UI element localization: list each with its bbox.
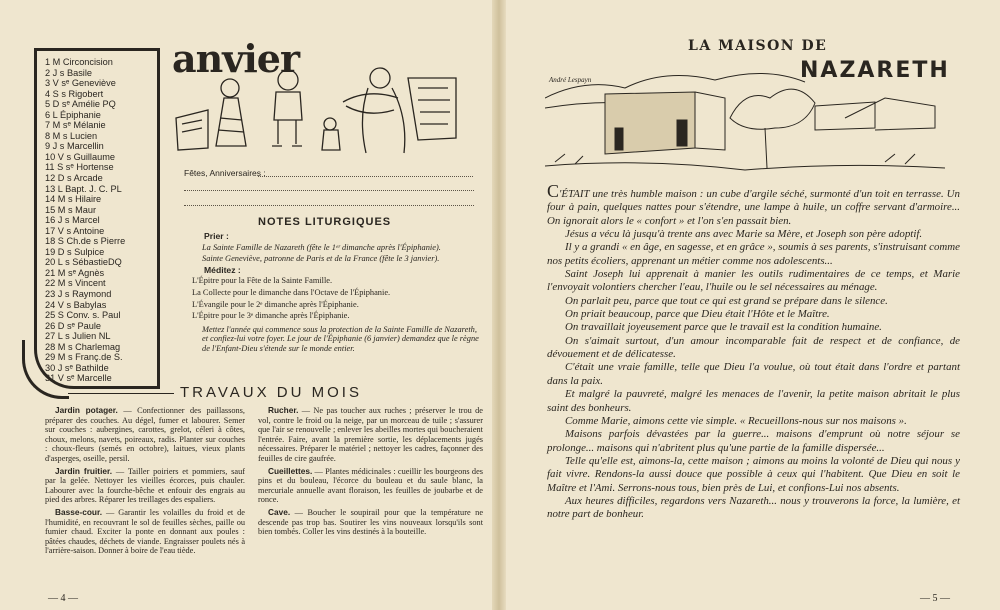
- calendar-day: 10 V s Guillaume: [45, 151, 115, 162]
- travaux-rule: [68, 393, 174, 394]
- calendar-day: 23 J s Raymond: [45, 289, 112, 300]
- calendar-day: 17 V s Antoine: [45, 225, 105, 236]
- mediter-line: La Collecte pour le dimanche dans l'Octave de l'Épiphanie.: [192, 287, 391, 297]
- calendar-day: 22 M s Vincent: [45, 278, 106, 289]
- travaux-item-head: Rucher.: [268, 405, 299, 415]
- article-paragraph: Saint Joseph lui apprenait à manier les outils rudimentaires de ce temps, et Marie l'envoyait volontiers chercher l'eau, l'huile ou le sel nécessaires au ménage.: [547, 268, 960, 294]
- travaux-item-head: Cave.: [268, 506, 291, 517]
- article-paragraph: Il y a grandi « en âge, en sagesse, et en grâce », soumis à ses parents, s'instruisant comme nos petits écoliers, apprenant un métier comme nos adolescents...: [547, 241, 960, 267]
- calendar-day: 13 L Bapt. J. C. PL: [45, 183, 122, 194]
- article-paragraph: Maisons parfois dévastées par la guerre... maisons d'emprunt où notre séjour se prolonge... maisons qui n'abritent plus qu'une partie de la famille dispersée...: [547, 428, 960, 454]
- calendar-list: [45, 57, 157, 384]
- calendar-day: 29 M s Franç.de S.: [45, 352, 123, 363]
- calendar-day: 27 L s Julien NL: [45, 331, 111, 342]
- calendar-day: 14 M s Hilaire: [45, 194, 102, 205]
- calendar-day: 20 L s SébastieDQ: [45, 257, 122, 268]
- travaux-column-1: [45, 406, 245, 559]
- mediter-line: L'Épitre pour le 3ᵉ dimanche après l'Épiphanie.: [192, 311, 350, 321]
- travaux-item: [258, 467, 483, 505]
- article-paragraph: On priait beaucoup, parce que Dieu était l'Hôte et le Maître.: [565, 308, 830, 321]
- calendar-day: 16 J s Marcel: [45, 215, 100, 226]
- calendar-day: 5 D sᵉ Amélie PQ: [45, 99, 116, 110]
- travaux-item-head: Jardin fruitier.: [55, 465, 113, 476]
- prier-line: La Sainte Famille de Nazareth (fête le 1ᵉʳ dimanche après l'Épiphanie).: [202, 242, 441, 252]
- travaux-item: [258, 508, 483, 537]
- calendar-day: 11 S sᵉ Hortense: [45, 162, 114, 173]
- travaux-item: [258, 406, 483, 464]
- prier-label: Prier :: [204, 231, 229, 241]
- travaux-item-text: — Ne pas toucher aux ruches ; préserver le trou de vol, contre le froid ou la neige, par un morceau de tuile ; s'assurer que l'air se renouvelle ; enlever les abeilles mortes qui boucheraient l'entrée. Faire, avant la première sortie, les déplacements jugés nécessaires. Préparer le matériel ; nettoyer les cadres, façonner des feuilles de cire gaufrée.: [258, 406, 483, 463]
- calendar-day: 25 S Conv. s. Paul: [45, 310, 121, 321]
- travaux-item-head: Jardin potager.: [55, 405, 118, 415]
- calendar-day: 8 M s Lucien: [45, 130, 98, 141]
- fetes-line: [184, 205, 474, 206]
- article-paragraph: Comme Marie, aimons cette vie simple. « Recueillons-nous sur nos maisons ».: [565, 414, 907, 427]
- calendar-box: [34, 48, 160, 389]
- travaux-item-text: — Confectionner des paillassons, préparer des couches. Au dégel, fumer et labourer. Semer sur couches : aubergines, carottes, grelot, céleri à côtes, choux, melons, navets, poireaux, radis. Planter sur couches : choux-fleurs (semés en octobre), laitues, vieux plants d'asperges, oseille, persil.: [45, 406, 245, 463]
- article-paragraph: Telle qu'elle est, aimons-la, cette maison ; aimons au moins la volonté de Dieu qui nous y fait vivre. Rendons-la aussi douce que possible à ceux qui l'habitent. Que Dieu en soit le Maître et l'Ami. Serrons-nous tous, bien près de Lui, et confions-Lui nos absents.: [547, 454, 960, 494]
- travaux-item-text: — Tailler poiriers et pommiers, sauf par la gelée. Nettoyer les vieilles écorces, puis chauler. Labourer avec la fourche-bêche et enfouir des engrais au pied des arbres. Réparer les treillages des espaliers.: [45, 466, 245, 505]
- article-paragraph: C'était une vraie famille, telle que Dieu l'a voulue, où tout était dans l'ordre et partant dans la paix.: [547, 361, 960, 387]
- travaux-item-text: — Garantir les volailles du froid et de l'humidité, en recouvrant le sol de feuilles sèches, paille ou fumier chaud. Exciter la ponte en donnant aux poules : pâtées chaudes, déchets de viande. Engraisser poulets nés à l'arrière-saison. Donner à boire de l'eau tiède.: [45, 507, 245, 556]
- article-paragraph: Aux heures difficiles, regardons vers Nazareth... nous y trouverons la force, la lumière, et notre part de bonheur.: [547, 494, 960, 521]
- calendar-day: 24 V s Babylas: [45, 299, 107, 310]
- article-paragraph: [547, 181, 960, 228]
- mediter-line: L'Épitre pour la Fête de la Sainte Famille.: [192, 276, 333, 286]
- calendar-day: 1 M Circoncision: [45, 57, 113, 67]
- article-paragraph: On s'aimait surtout, d'un amour incomparable fait de respect et de confiance, de dévouement et de délicatesse.: [547, 334, 960, 361]
- mediter-line: L'Évangile pour le 2ᵉ dimanche après l'Épiphanie.: [192, 299, 359, 309]
- title-line-1: LA MAISON DE: [688, 38, 828, 54]
- article-paragraph: On travaillait joyeusement parce que le travail est la condition humaine.: [565, 321, 882, 334]
- mettez-text: Mettez l'année qui commence sous la protection de la Sainte Famille de Nazareth, et confiez-lui votre foyer. Le jour de l'Épiphanie (6 janvier) demandez que le règne de l'Enfant-Dieu s'étende sur le monde entier.: [202, 324, 479, 353]
- calendar-day: 31 V sᵉ Marcelle: [45, 373, 112, 384]
- travaux-item-text: — Boucher le soupirail pour que la température ne descende pas trop bas. Soutirer les vins nouveaux lorsqu'ils sont bien tombés. Coller les vins destinés à la bouteille.: [258, 507, 483, 537]
- calendar-day: 28 M s Charlemag: [45, 341, 121, 352]
- calendar-day: 18 S Ch.de s Pierre: [45, 236, 126, 247]
- travaux-title: TRAVAUX DU MOIS: [180, 384, 362, 401]
- page-number-left: — 4 —: [48, 593, 78, 604]
- calendar-day: 15 M s Maur: [45, 204, 97, 215]
- article-paragraph: Et malgré la pauvreté, malgré les menaces de l'avenir, la petite maison abritait le plus saint des bonheurs.: [547, 388, 960, 414]
- prier-line: Sainte Geneviève, patronne de Paris et de la France (fête le 3 janvier).: [202, 254, 440, 264]
- article-body: [547, 181, 960, 522]
- travaux-item: [45, 508, 245, 556]
- calendar-day: 9 J s Marcellin: [45, 141, 104, 152]
- article-paragraph: On parlait peu, parce que tout ce qui est grand se prépare dans le silence.: [565, 294, 888, 307]
- travaux-item: [45, 406, 245, 464]
- calendar-day: 12 D s Arcade: [45, 173, 103, 184]
- calendar-day: 26 D sᵉ Paule: [45, 320, 102, 331]
- travaux-item-text: — Plantes médicinales : cueillir les bourgeons des pins et du bouleau, l'écorce du bouleau et du saule blanc, la mercuriale annuelle avant floraison, les feuilles de joubarbe et de ronce.: [258, 466, 483, 505]
- calendar-day: 6 L Épiphanie: [45, 109, 101, 120]
- article-paragraph: Jésus a vécu là jusqu'à trente ans avec Marie sa Mère, et Joseph son père adoptif.: [565, 228, 923, 241]
- month-title: anvier: [172, 36, 299, 81]
- calendar-day: 21 M sᵉ Agnès: [45, 267, 105, 278]
- calendar-day: 19 D s Sulpice: [45, 246, 105, 257]
- artist-signature: André Lespayn: [549, 76, 592, 84]
- fetes-line: [258, 176, 473, 177]
- mediter-label: Méditez :: [204, 264, 241, 275]
- calendar-day: 2 J s Basile: [45, 67, 92, 78]
- travaux-item-head: Basse-cour.: [55, 506, 103, 517]
- travaux-column-2: [258, 406, 483, 540]
- paragraph-text: 'ÉTAIT une très humble maison : un cube d'argile séché, surmonté d'un toit en terrasse. Un four à pain, quelques nattes pour s'étendre, une lampe à huile, un coffre servant d'armoire... On ignorait alors le « confort » et l'on s'en passait bien.: [547, 188, 960, 227]
- drop-cap: C: [547, 181, 560, 201]
- travaux-item: [45, 467, 245, 505]
- notes-title: NOTES LITURGIQUES: [258, 216, 392, 228]
- calendar-day: 3 V sᵉ Geneviève: [45, 78, 116, 89]
- calendar-day: 4 S s Rigobert: [45, 88, 104, 99]
- calendar-day: 30 J sᵉ Bathilde: [45, 362, 109, 373]
- title-line-2: NAZARETH: [800, 58, 950, 83]
- book-gutter: [492, 0, 506, 610]
- travaux-item-head: Cueillettes.: [268, 465, 313, 476]
- fetes-line: [184, 190, 474, 191]
- family-illustration: [168, 58, 458, 158]
- calendar-day: 7 M sᵉ Mélanie: [45, 120, 106, 131]
- liturgical-notes: [192, 230, 482, 356]
- fetes-label: Fêtes, Anniversaires :: [184, 168, 266, 178]
- page-number-right: — 5 —: [920, 593, 950, 604]
- nazareth-landscape-illustration: [545, 58, 945, 176]
